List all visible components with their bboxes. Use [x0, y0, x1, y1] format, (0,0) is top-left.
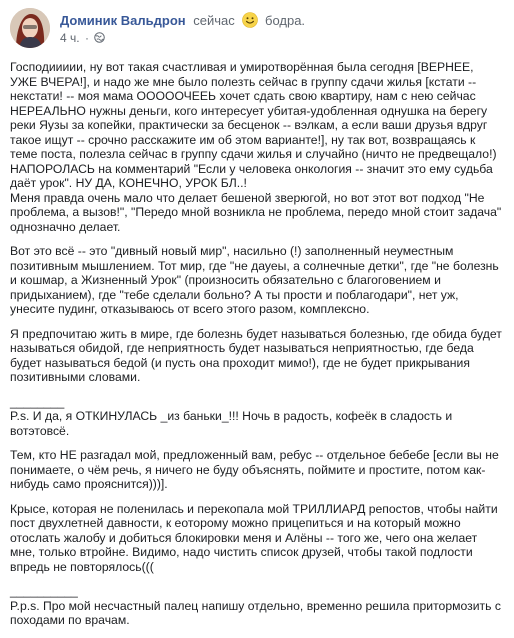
timestamp[interactable]: 4 ч. [60, 31, 80, 45]
globe-icon[interactable] [94, 32, 105, 43]
post-body [10, 60, 502, 638]
meta-separator: · [84, 31, 89, 45]
post-header [10, 8, 504, 54]
author-name[interactable]: Доминик Вальдрон [60, 13, 186, 28]
avatar[interactable] [10, 8, 50, 48]
post-paragraph: Тем, кто НЕ разгадал мой, предложенный вам, ребус -- отдельное бебебе [если вы не понимаете, о чём речь, я ничего не буду объяснять, поймите и простите, потом как-нибудь само прояснится)))]. [10, 448, 499, 491]
post-paragraph: ________ P.s. И да, я ОТКИНУЛАСЬ _из баньки_!!! Ночь в радость, кофеёк в сладость и вотэтовсё. [10, 394, 453, 438]
post-paragraph: Я предпочитаю жить в мире, где болезнь будет называться болезнью, где обида будет называться обидой, где неприятность будет называться неприятностью, где беда будет называться бедой (и пусть она проходит мимо!), где не будет прикрывания позитивными словами. [10, 326, 502, 384]
feeling-text: бодра. [265, 13, 306, 28]
post-paragraph: Крысе, которая не поленилась и перекопала мой ТРИЛЛИАРД репостов, чтобы найти пост двухлетней давности, к еоторому можно прицепиться и на который можно отослать жалобу и добиться блокировки меня и Алёны -- того же, чего она желает мне, только втройне. Видимо, надо чистить список друзей, чтобы такой подлости впредь не повторялось((( [10, 501, 498, 574]
status-text: сейчас [193, 13, 235, 28]
smiling-face-icon [242, 12, 258, 28]
avatar-photo [10, 8, 50, 48]
post-paragraph: Господиииии, ну вот такая счастливая и умиротворённая была сегодня [ВЕРНЕЕ, УЖЕ ВЧЕРА!], и надо же мне было полезть сейчас в группу сдачи жилья [кстати -- некстати! -- моя мама ОООООЧЕЕЬ хочет сдать свою квартиру, нам с нею сейчас НЕРЕАЛЬНО нужны деньги, кого интересует убитая-удобленная однушка на берегу реки Яузы за копейки, практически за бесценок -- вэлкам, а если ваши друзья вдруг такое ищут -- срочно расскажите им об этом варианте!], ну так вот, возвращаясь к теме поста, полезла сейчас в группу сдачи жилья и случайно (ничто не предвещало!) НАПОРОЛАСЬ на комментарий "Если у человека онкология -- значит это ему судьба даёт урок". НУ ДА, КОНЕЧНО, УРОК БЛ..! Меня правда очень мало что делает бешеной зверюгой, но вот этот вот подход "Не проблема, а вызов!", "Передо мной возникла не проблема, передо мной стоит задача" однозначно делает. [10, 60, 502, 234]
post-meta [60, 31, 105, 45]
post-paragraph: __________ P.p.s. Про мой несчастный палец напишу отдельно, временно решила притормозить с походами по врачам. [10, 584, 501, 627]
post-paragraph: Вот это всё -- это "дивный новый мир", насильно (!) заполненный неуместным позитивным мышлением. Тот мир, где "не дауеы, а солнечные детки", где "не болезнь и кошмар, а Жизненный Урок" (произносить обязательно с благоговением и придыханием), где "тебе сделали больно? А ты прости и поблагодари", нет уж, унесите пудинг, отказываюсь от всего этого разом, комплексно. [10, 244, 499, 316]
author-line [60, 12, 305, 29]
